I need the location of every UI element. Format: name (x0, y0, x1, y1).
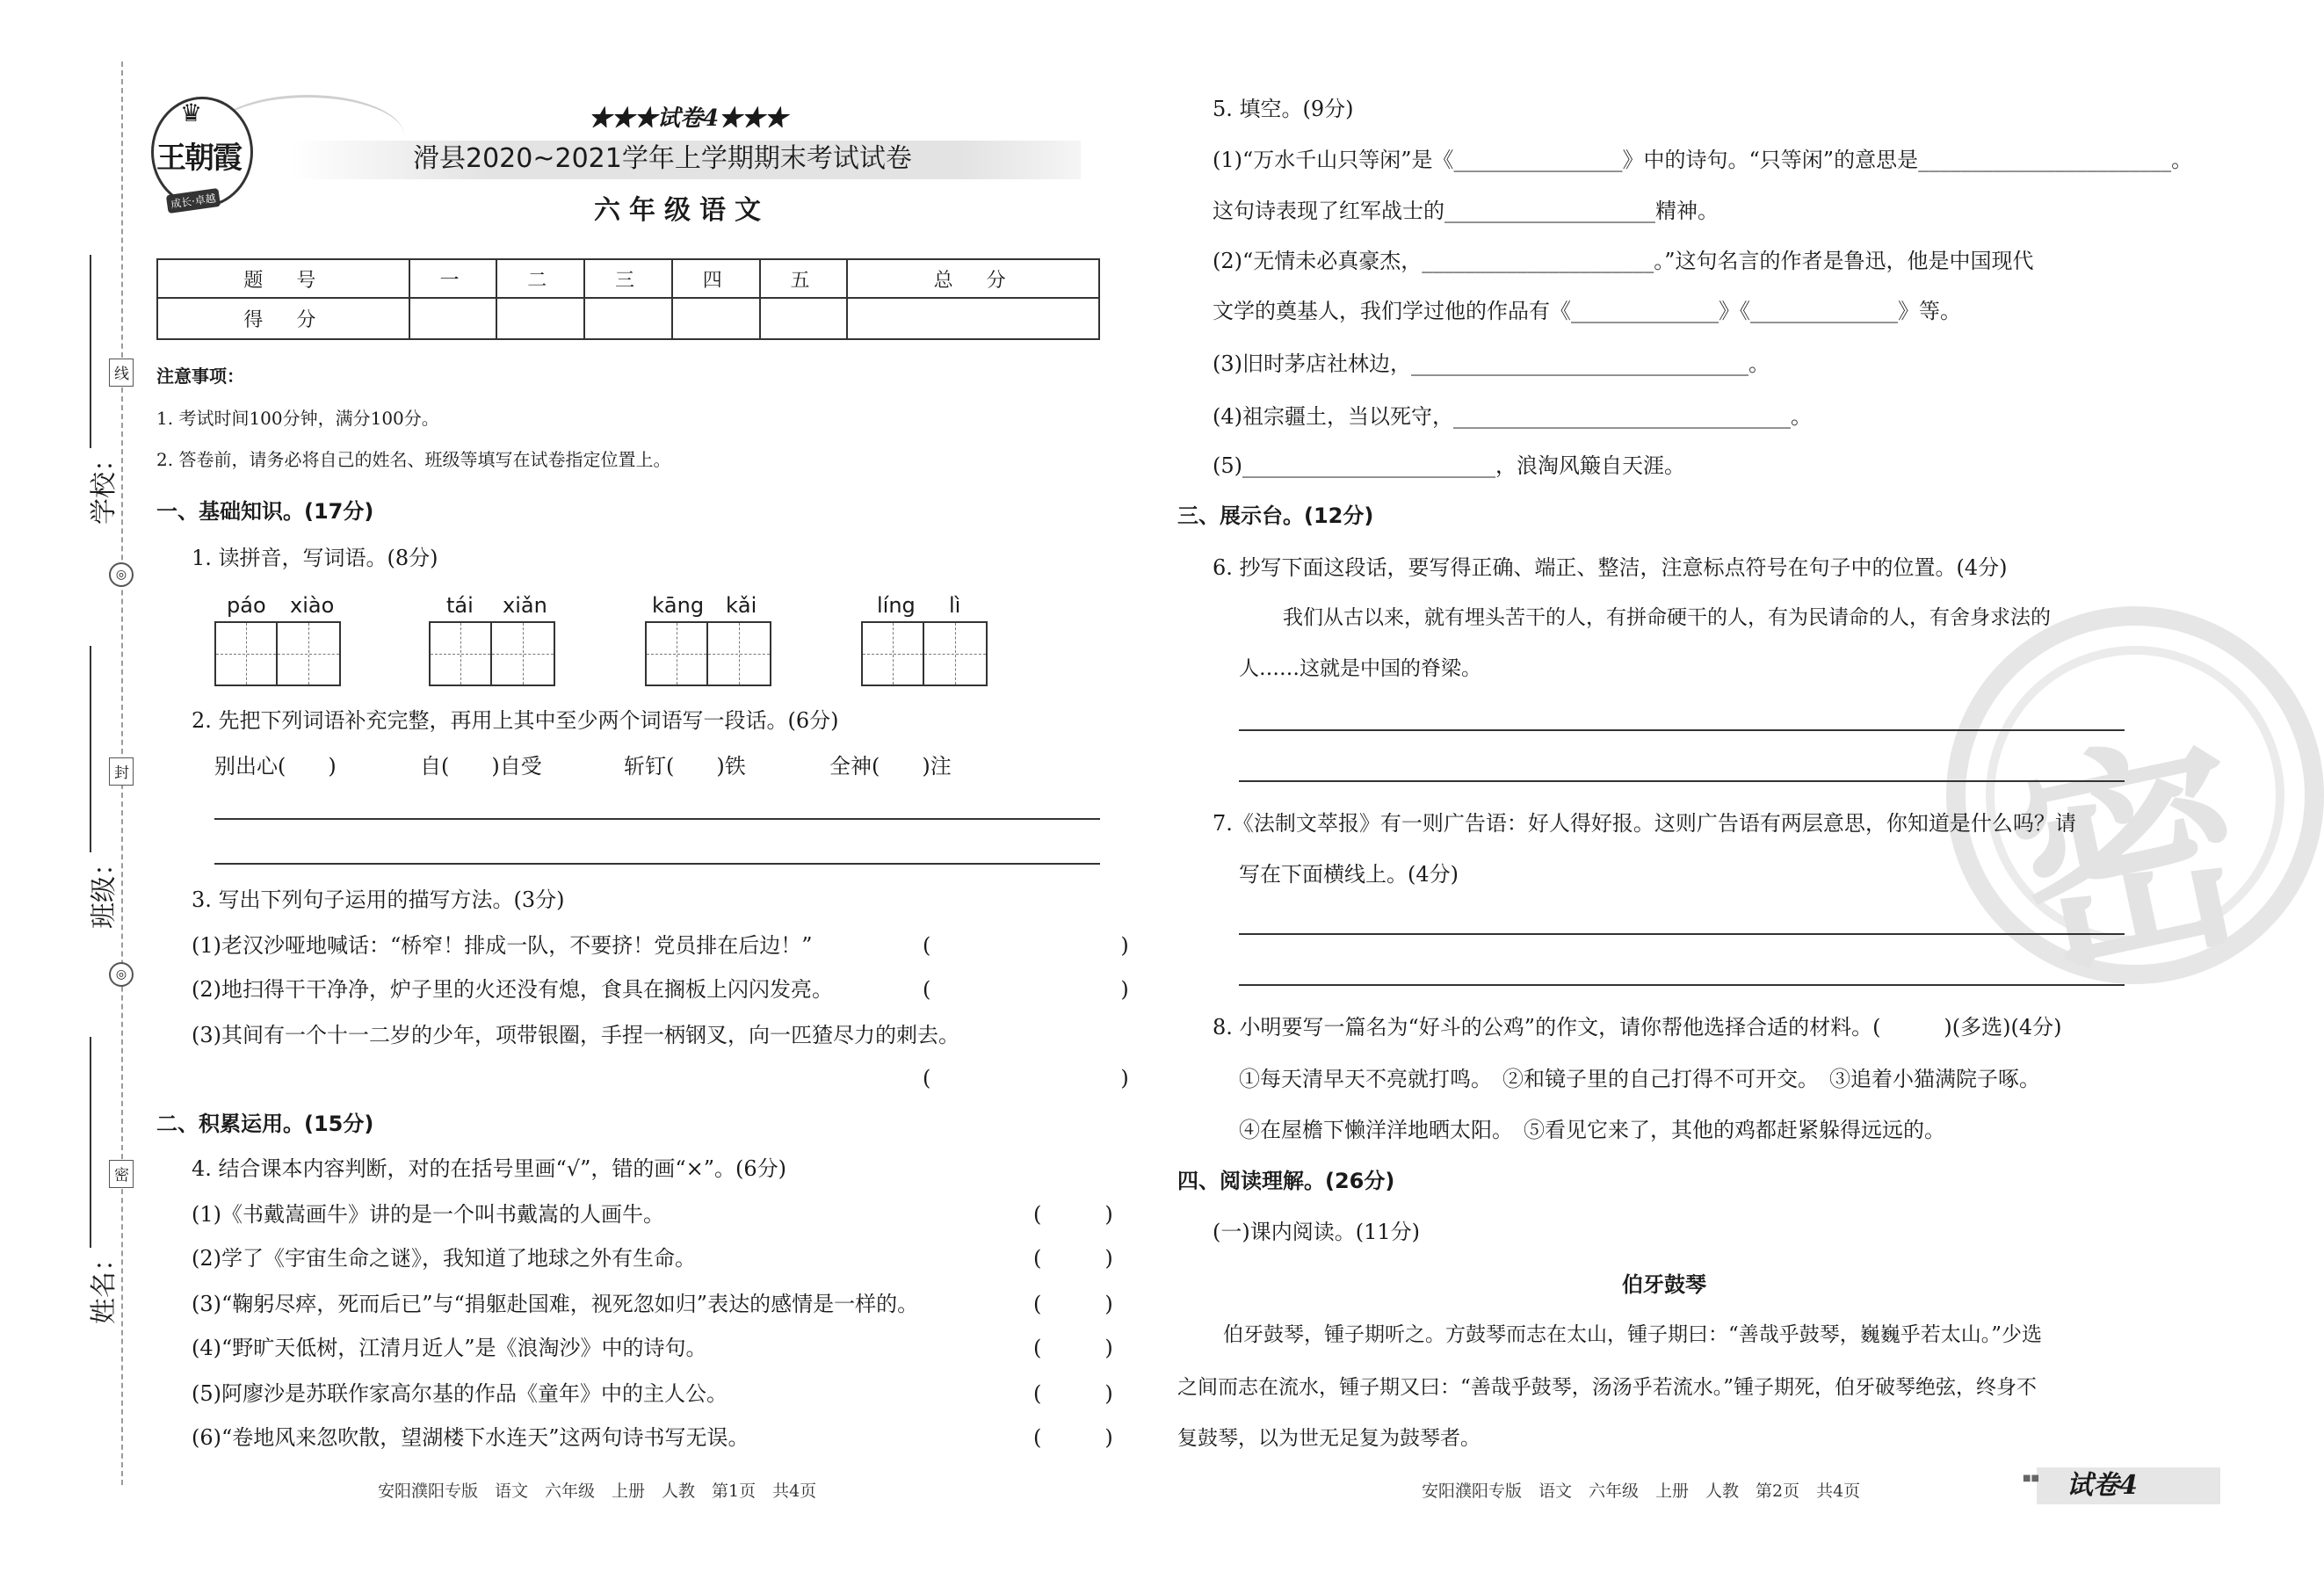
question-3: 3. 写出下列句子运用的描写方法。(3分) (192, 887, 565, 912)
pinyin: líng (877, 593, 916, 618)
pinyin: lì (949, 593, 961, 618)
q5-line[interactable]: (4)祖宗疆土，当以死守，________________________________。 (1213, 404, 1812, 429)
score-row-label: 得 分 (157, 298, 409, 339)
q4-item: (3)“鞠躬尽瘁，死而后已”与“捐躯赴国难，视死忽如归”表达的感情是一样的。 (192, 1292, 919, 1316)
q3-item: (2)地扫得干干净净，炉子里的火还没有熄，食具在搁板上闪闪发亮。 (192, 977, 833, 1002)
answer-parentheses[interactable]: ( ) (923, 1066, 1129, 1090)
score-value-row (157, 298, 1099, 339)
score-cell[interactable] (584, 298, 672, 339)
badge-squares-icon: ■■ (2023, 1474, 2039, 1483)
score-head-cell: 四 (672, 259, 760, 298)
grid-cell[interactable] (431, 623, 492, 685)
score-cell[interactable] (496, 298, 584, 339)
word-blank: 别出心( ) (214, 754, 337, 779)
q4-item: (1)《书戴嵩画牛》讲的是一个叫书戴嵩的人画牛。 (192, 1202, 664, 1227)
copy-passage: 人……这就是中国的脊梁。 (1239, 657, 1481, 680)
grid-cell[interactable] (492, 623, 554, 685)
passage-text: 伯牙鼓琴，锺子期听之。方鼓琴而志在太山，锺子期曰：“善哉乎鼓琴，巍巍乎若太山。”少选 (1223, 1323, 2043, 1346)
school-line (90, 255, 91, 448)
q3-item: (1)老汉沙哑地喊话：“桥窄！排成一队，不要挤！党员排在后边！” (192, 933, 813, 958)
answer-line[interactable] (214, 863, 1100, 865)
footer-right: 安阳濮阳专版 语文 六年级 上册 人教 第2页 共4页 (1422, 1481, 1861, 1501)
score-cell[interactable] (847, 298, 1099, 339)
notes-title: 注意事项： (156, 366, 244, 387)
name-line (90, 1037, 91, 1248)
paper-title: 滑县2020~2021学年上学期期末考试试卷 (413, 143, 912, 174)
pinyin: kāng (652, 593, 705, 618)
class-line (90, 646, 91, 852)
pinyin: kǎi (726, 593, 757, 618)
q4-item: (6)“卷地风来忽吹散，望湖楼下水连天”这两句诗书写无误。 (192, 1425, 749, 1450)
grid-cell[interactable] (647, 623, 708, 685)
question-2: 2. 先把下列词语补充完整，再用上其中至少两个词语写一段话。(6分) (192, 708, 839, 733)
q5-line[interactable]: (2)“无情未必真豪杰，______________________。”这句名言的作者是鲁迅，他是中国现代 (1213, 249, 2034, 273)
character-grid[interactable] (645, 621, 771, 686)
score-head-cell: 二 (496, 259, 584, 298)
answer-line[interactable] (1239, 933, 2125, 935)
q8-options: ①每天清早天不亮就打鸣。 ②和镜子里的自己打得不可开交。 ③追着小猫满院子啄。 (1239, 1067, 2040, 1091)
reading-subsection: (一)课内阅读。(11分) (1213, 1220, 1420, 1244)
grid-cell[interactable] (216, 623, 278, 685)
name-label: 姓名： (89, 1245, 119, 1324)
answer-line[interactable] (214, 818, 1100, 820)
word-blank: 自( )自受 (420, 754, 542, 779)
passage-title: 伯牙鼓琴 (1622, 1272, 1706, 1297)
character-grid[interactable] (214, 621, 341, 686)
pinyin: xiào (290, 593, 335, 618)
paper-series-label: ★★★试卷4★★★ (589, 105, 788, 132)
q4-item: (5)阿廖沙是苏联作家高尔基的作品《童年》中的主人公。 (192, 1381, 728, 1406)
school-label: 学校： (89, 446, 119, 525)
class-label: 班级： (89, 850, 119, 929)
score-head-cell: 三 (584, 259, 672, 298)
character-grid[interactable] (861, 621, 988, 686)
footer-left: 安阳濮阳专版 语文 六年级 上册 人教 第1页 共4页 (378, 1481, 817, 1501)
answer-parentheses[interactable]: ( ) (923, 933, 1129, 958)
grid-cell[interactable] (278, 623, 339, 685)
grid-cell[interactable] (863, 623, 924, 685)
q5-line[interactable]: (1)“万水千山只等闲”是《________________》中的诗句。“只等闲”的意思是________________________。 (1213, 148, 2193, 172)
seal-mark-xian: 线 (109, 359, 134, 387)
logo-subtext: 成长·卓越 (166, 188, 221, 214)
answer-line[interactable] (1239, 780, 2125, 782)
binding-hole-icon: ◎ (109, 962, 134, 987)
pinyin: xiǎn (503, 593, 547, 618)
q5-line[interactable]: (3)旧时茅店社林边，________________________________。 (1213, 351, 1770, 376)
section-2-title: 二、积累运用。(15分) (156, 1112, 374, 1136)
pinyin: páo (227, 593, 266, 618)
word-blank: 斩钉( )铁 (624, 754, 746, 779)
q4-item: (4)“野旷天低树，江清月近人”是《浪淘沙》中的诗句。 (192, 1336, 707, 1360)
q5-line[interactable]: 文学的奠基人，我们学过他的作品有《______________》《______________》等。 (1213, 299, 1961, 323)
score-cell[interactable] (409, 298, 497, 339)
note-item: 1. 考试时间100分钟，满分100分。 (156, 408, 439, 429)
copy-passage: 我们从古以来，就有埋头苦干的人，有拼命硬干的人，有为民请命的人，有舍身求法的 (1283, 606, 2051, 629)
question-7: 7.《法制文萃报》有一则广告语：好人得好报。这则广告语有两层意思，你知道是什么吗？请 (1213, 811, 2076, 836)
logo-text: 王朝霞 (156, 141, 241, 176)
grid-cell[interactable] (924, 623, 986, 685)
q5-line[interactable]: 这句诗表现了红军战士的____________________精神。 (1213, 199, 1719, 223)
question-5: 5. 填空。(9分) (1213, 97, 1354, 121)
score-head-cell: 一 (409, 259, 497, 298)
question-7-cont: 写在下面横线上。(4分) (1239, 862, 1459, 887)
q4-item: (2)学了《宇宙生命之谜》，我知道了地球之外有生命。 (192, 1246, 696, 1271)
passage-text: 复鼓琴，以为世无足复为鼓琴者。 (1177, 1427, 1481, 1450)
watermark-mi-character: 密 (1991, 706, 2270, 1014)
judge-parentheses[interactable]: ( ) (1033, 1292, 1113, 1316)
score-head-cell: 总 分 (847, 259, 1099, 298)
question-4: 4. 结合课本内容判断，对的在括号里画“√”，错的画“×”。(6分) (192, 1156, 787, 1181)
note-item: 2. 答卷前，请务必将自己的姓名、班级等填写在试卷指定位置上。 (156, 449, 671, 470)
grid-cell[interactable] (708, 623, 770, 685)
score-cell[interactable] (672, 298, 760, 339)
section-3-title: 三、展示台。(12分) (1177, 503, 1374, 528)
judge-parentheses[interactable]: ( ) (1033, 1425, 1113, 1450)
judge-parentheses[interactable]: ( ) (1033, 1202, 1113, 1227)
word-blank: 全神( )注 (829, 754, 952, 779)
crown-icon: ♛ (180, 98, 203, 127)
seal-mark-mi: 密 (109, 1160, 134, 1188)
score-header-row (157, 259, 1099, 298)
judge-parentheses[interactable]: ( ) (1033, 1246, 1113, 1271)
score-cell[interactable] (760, 298, 848, 339)
pinyin: tái (446, 593, 474, 618)
section-4-title: 四、阅读理解。(26分) (1177, 1169, 1395, 1193)
section-1-title: 一、基础知识。(17分) (156, 499, 374, 524)
q3-item: (3)其间有一个十一二岁的少年，项带银圈，手捏一柄钢叉，向一匹猹尽力的刺去。 (192, 1023, 959, 1047)
character-grid[interactable] (429, 621, 555, 686)
question-8: 8. 小明要写一篇名为“好斗的公鸡”的作文，请你帮他选择合适的材料。( )(多选)(4分) (1213, 1015, 2062, 1040)
q5-line[interactable]: (5)________________________，浪淘风簸自天涯。 (1213, 453, 1685, 478)
score-head-cell: 五 (760, 259, 848, 298)
q8-options: ④在屋檐下懒洋洋地晒太阳。 ⑤看见它来了，其他的鸡都赶紧躲得远远的。 (1239, 1118, 1945, 1142)
binding-hole-icon: ◎ (109, 562, 134, 587)
answer-line[interactable] (1239, 729, 2125, 731)
footer-badge: 试卷4 (2067, 1470, 2138, 1501)
answer-line[interactable] (1239, 984, 2125, 986)
score-head-cell: 题 号 (157, 259, 409, 298)
passage-text: 之间而志在流水，锺子期又曰：“善哉乎鼓琴，汤汤乎若流水。”锺子期死，伯牙破琴绝弦，终身不 (1177, 1376, 2038, 1399)
question-6: 6. 抄写下面这段话，要写得正确、端正、整洁，注意标点符号在句子中的位置。(4分) (1213, 555, 2008, 580)
judge-parentheses[interactable]: ( ) (1033, 1336, 1113, 1360)
seal-mark-feng: 封 (109, 757, 134, 786)
paper-subtitle: 六年级语文 (594, 195, 770, 226)
judge-parentheses[interactable]: ( ) (1033, 1381, 1113, 1406)
score-table (156, 258, 1100, 340)
answer-parentheses[interactable]: ( ) (923, 977, 1129, 1002)
question-1: 1. 读拼音，写词语。(8分) (192, 546, 438, 570)
